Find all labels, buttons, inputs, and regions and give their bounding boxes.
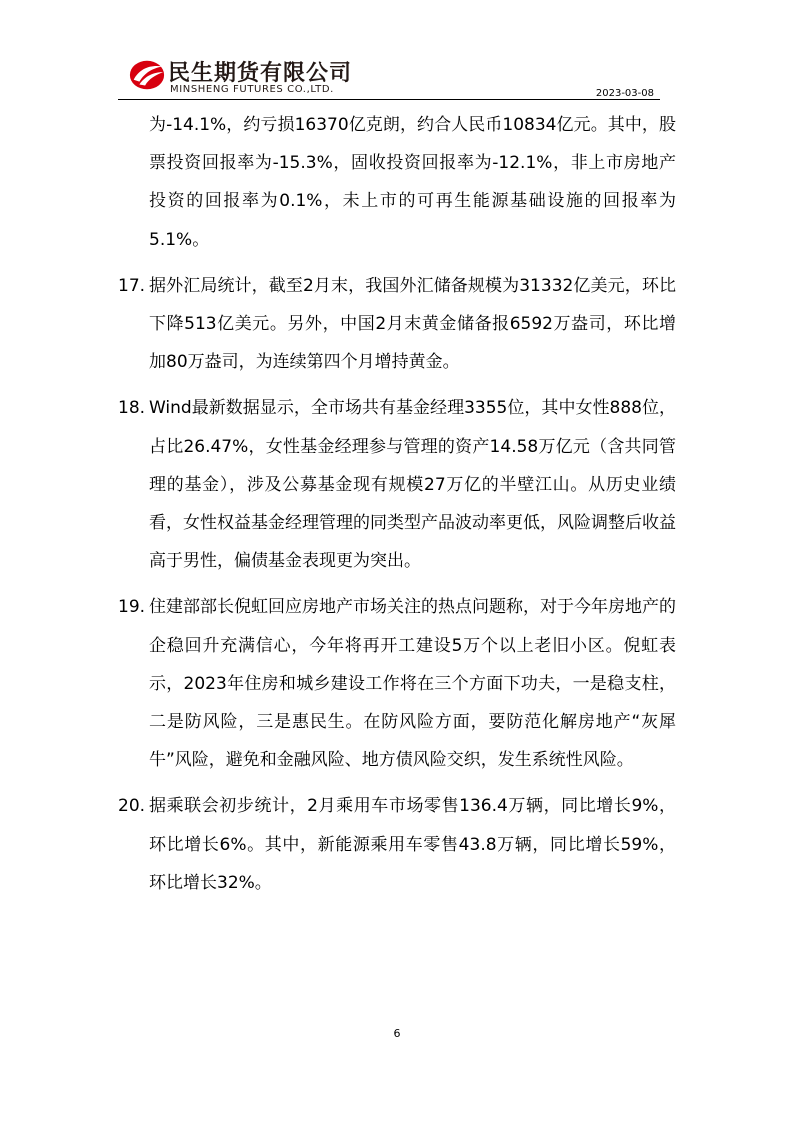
list-item-19 — [118, 588, 676, 779]
list-item-number: 18. — [118, 398, 146, 419]
page-header — [118, 50, 660, 100]
report-date: 2023-03-08 — [595, 88, 654, 99]
list-item-number: 17. — [118, 275, 146, 296]
list-item-17 — [118, 267, 676, 382]
company-name-cn: 民生期货有限公司 — [168, 61, 353, 86]
list-item-number: 20. — [118, 796, 146, 817]
list-item-text: 据乘联会初步统计，2月乘用车市场零售136.4万辆，同比增长9%，环比增长6%。其中，新能源乘用车零售43.8万辆，同比增长59%，环比增长32%。 — [149, 796, 676, 893]
list-item-18 — [118, 389, 676, 580]
header-divider — [118, 99, 660, 100]
company-name-en: MINSHENG FUTURES CO.,LTD. — [170, 84, 334, 95]
document-body — [118, 106, 676, 902]
list-item-20 — [118, 787, 676, 902]
list-item-number: 19. — [118, 597, 146, 618]
list-item-text: Wind最新数据显示，全市场共有基金经理3355位，其中女性888位，占比26.47%，女性基金经理参与管理的资产14.58万亿元（含共同管理的基金），涉及公募基金现有规模27万亿的半壁江山。从历史业绩看，女性权益基金经理管理的同类型产品波动率更低，风险调整后收益高于男性，偏债基金表现更为突出。 — [149, 398, 676, 572]
page-number: 6 — [393, 1027, 401, 1040]
continuation-paragraph: 为-14.1%，约亏损16370亿克朗，约合人民币10834亿元。其中，股票投资回报率为-15.3%，固收投资回报率为-12.1%，非上市房地产投资的回报率为0.1%，未上市的可再生能源基础设施的回报率为5.1%。 — [149, 115, 676, 250]
list-item-text: 住建部部长倪虹回应房地产市场关注的热点问题称，对于今年房地产的企稳回升充满信心，今年将再开工建设5万个以上老旧小区。倪虹表示，2023年住房和城乡建设工作将在三个方面下功夫，一是稳支柱，二是防风险，三是惠民生。在防风险方面，要防范化解房地产“灰犀牛”风险，避免和金融风险、地方债风险交织，发生系统性风险。 — [149, 597, 676, 771]
list-item-text: 据外汇局统计，截至2月末，我国外汇储备规模为31332亿美元，环比下降513亿美元。另外，中国2月末黄金储备报6592万盎司，环比增加80万盎司，为连续第四个月增持黄金。 — [149, 275, 676, 373]
minsheng-logo-icon — [128, 58, 166, 92]
